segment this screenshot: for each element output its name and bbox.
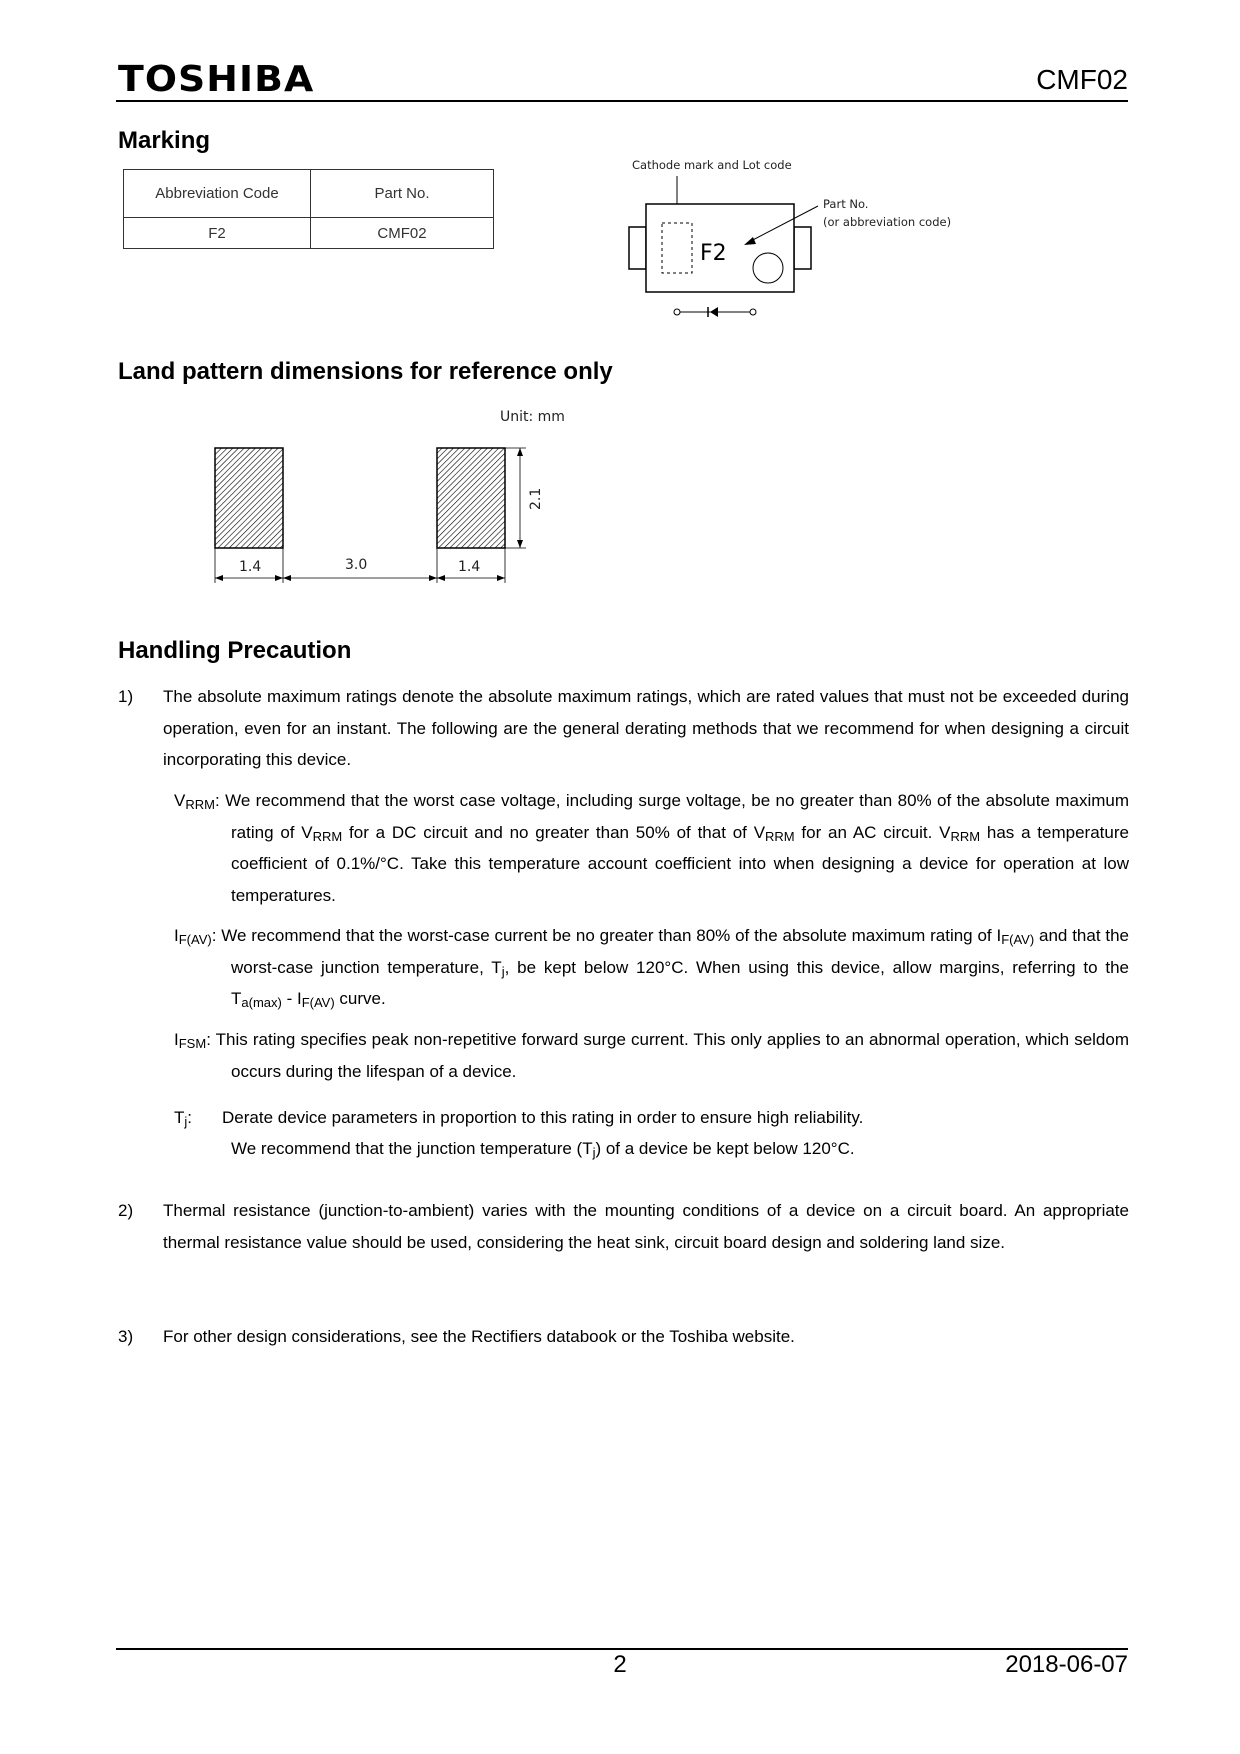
symbol: V — [174, 791, 186, 810]
precaution-paragraph: Thermal resistance (junction-to-ambient) varies with the mounting conditions of a device on a circuit board. An appropriate thermal resistance value should be used, considering the heat sink, circuit board design and soldering land size. — [163, 1201, 1129, 1252]
vrrm-body — [174, 785, 1129, 911]
section-title-handling: Handling Precaution — [118, 637, 352, 664]
dim-arrow — [275, 575, 283, 581]
symbol: V — [939, 822, 951, 842]
dim-arrow — [429, 575, 437, 581]
text: for an AC circuit. — [794, 822, 940, 842]
symbol: I — [296, 989, 302, 1008]
table-header-cell: Abbreviation Code — [124, 170, 311, 218]
land-pad-right — [437, 448, 505, 548]
dim-pad-width-left: 1.4 — [239, 559, 262, 575]
diode-symbol-triangle — [710, 307, 718, 317]
diode-terminal-right — [750, 309, 756, 315]
header-rule — [116, 100, 1128, 102]
symbol-sub: FSM — [178, 1036, 207, 1051]
part-no-label: Part No. — [823, 197, 869, 211]
diode-terminal-left — [674, 309, 680, 315]
header-part-number: CMF02 — [1036, 64, 1128, 95]
tj-line-1: Derate device parameters in proportion to this rating in order to ensure high reliability. — [222, 1108, 864, 1127]
text: curve. — [334, 989, 386, 1008]
text: : We recommend that the worst case voltage, including surge voltage, be no greater than 80% of the absolute maximum rating of — [214, 791, 1129, 842]
symbol: I — [174, 1030, 179, 1049]
symbol-sub: j — [592, 1145, 596, 1160]
table-cell: F2 — [124, 218, 311, 249]
section-title-land-pattern: Land pattern dimensions for reference only — [118, 358, 613, 385]
table-header-row — [124, 170, 494, 218]
table-header-cell: Part No. — [311, 170, 494, 218]
package-right-lead — [794, 227, 811, 269]
table-cell: CMF02 — [311, 218, 494, 249]
dim-arrow — [437, 575, 445, 581]
symbol-sub: F(AV) — [301, 995, 335, 1010]
symbol-sub: RRM — [185, 797, 215, 812]
dim-arrow — [497, 575, 505, 581]
text: We recommend that the junction temperature (T — [231, 1139, 593, 1158]
dim-arrow — [517, 540, 523, 548]
ifav-paragraph — [174, 920, 1129, 1015]
tj-line-2 — [231, 1133, 855, 1165]
symbol: I — [996, 926, 1002, 945]
cathode-label: Cathode mark and Lot code — [632, 158, 792, 172]
text: , be kept below 120°C. When using this device, allow margins, referring to the T — [231, 957, 1129, 1008]
dim-gap: 3.0 — [345, 557, 368, 573]
unit-label: Unit: mm — [500, 409, 565, 425]
precaution-paragraph: For other design considerations, see the Rectifiers databook or the Toshiba website. — [163, 1327, 795, 1346]
text: ) of a device be kept below 120°C. — [595, 1139, 855, 1158]
dim-arrow — [215, 575, 223, 581]
ifsm-paragraph — [174, 1024, 1129, 1087]
dim-arrow — [517, 448, 523, 456]
symbol-sub: RRM — [765, 828, 795, 844]
text: : — [187, 1108, 193, 1127]
text: for a DC circuit and no greater than 50% of that of — [342, 822, 754, 842]
text: : We recommend that the worst-case current be no greater than 80% of the absolute maximum rating of — [211, 926, 997, 945]
dim-height: 2.1 — [528, 487, 544, 510]
item-number: 1) — [118, 687, 134, 706]
part-no-label-sub: (or abbreviation code) — [823, 215, 952, 229]
symbol-sub: j — [501, 963, 505, 979]
package-code-text: F2 — [700, 241, 727, 266]
table-row — [124, 218, 494, 249]
symbol-sub: RRM — [312, 828, 343, 844]
text: : This rating specifies peak non-repetitive forward surge current. This only applies to an abnormal operation, which seldom occurs during the lifespan of a device. — [206, 1030, 1129, 1081]
land-pattern-diagram — [190, 400, 590, 590]
dim-pad-width-right: 1.4 — [458, 559, 481, 575]
item-number: 2) — [118, 1201, 134, 1220]
marking-table — [123, 169, 494, 249]
section-title-marking: Marking — [118, 127, 211, 154]
precaution-paragraph: The absolute maximum ratings denote the absolute maximum ratings, which are rated values that must not be exceeded during operation, even for an instant. The following are the general derating methods that we recommend for when designing a circuit incorporating this device. — [163, 687, 1129, 769]
term-tj — [174, 1102, 192, 1134]
toshiba-logo: TOSHIBA — [118, 59, 315, 100]
symbol: I — [174, 926, 179, 945]
page-number: 2 — [613, 1651, 627, 1678]
symbol: T — [174, 1108, 185, 1127]
marking-diagram — [620, 150, 960, 325]
symbol: V — [301, 822, 313, 842]
text: - — [281, 989, 297, 1008]
package-left-lead — [629, 227, 646, 269]
dim-arrow — [283, 575, 291, 581]
item-number: 3) — [118, 1327, 134, 1346]
symbol-sub: F(AV) — [1001, 932, 1035, 947]
text: and that the worst-case junction temperature, T — [231, 926, 1129, 977]
symbol: V — [753, 822, 766, 842]
text: has a temperature coefficient of 0.1%/°C. Take this temperature account coefficient into when designing a device for operation at low temperatures. — [231, 822, 1129, 905]
land-pad-left — [215, 448, 283, 548]
document-date: 2018-06-07 — [1005, 1651, 1128, 1678]
symbol-sub: a(max) — [241, 995, 282, 1010]
symbol-sub: RRM — [950, 828, 981, 844]
symbol-sub: F(AV) — [178, 932, 212, 947]
symbol-sub: j — [184, 1114, 188, 1129]
